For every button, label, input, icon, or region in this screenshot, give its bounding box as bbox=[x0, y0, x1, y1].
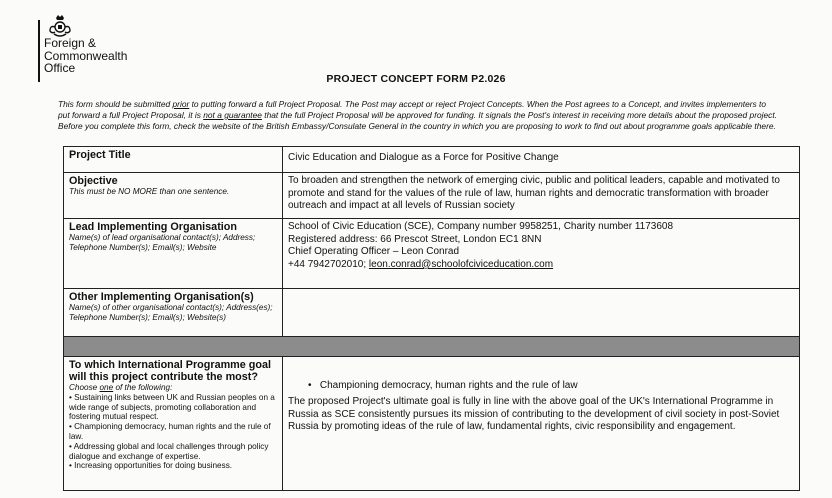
objective-label-cell bbox=[64, 173, 283, 219]
other-org-note: Name(s) of other organisational contact(s); Address(es); Telephone Number(s); Email(s); Website(s) bbox=[69, 303, 273, 322]
goal-choose-note: Choose one of the following: bbox=[69, 383, 173, 392]
concept-form-table bbox=[63, 146, 800, 491]
project-title-label-cell bbox=[64, 147, 283, 173]
goal-label-cell bbox=[64, 357, 283, 491]
intro-paragraph: This form should be submitted prior to putting forward a full Project Proposal. The Post may accept or reject Project Concepts. When the Post agrees to a Concept, and invites implementers to put forward a full Project Proposal, it is not a guarantee that the full Project Proposal will be approved for funding. It signals the Post's interest in receiving more details about the proposed project. Before you complete this form, check the website of the British Embassy/Consulate General in the country in which you are proposing to work to find out about programme goals applicable there. bbox=[58, 99, 778, 131]
selected-goal: • Championing democracy, human rights and the rule of law bbox=[308, 380, 578, 391]
goal-option: • Increasing opportunities for doing business. bbox=[69, 461, 233, 471]
goal-option: • Sustaining links between UK and Russian peoples on a wide range of subjects, promoting collaboration and fostering mutual respect. bbox=[69, 392, 275, 422]
lead-org-label: Lead Implementing Organisation bbox=[69, 221, 237, 233]
objective-value[interactable]: To broaden and strengthen the network of emerging civic, public and political leaders, capable and motivated to promote and stand for the values of the rule of law, human rights and democratic transformation with broader outreach and impact at all levels of Russian society bbox=[283, 173, 800, 219]
goal-label: To which International Programme goal will this project contribute the most? bbox=[69, 359, 271, 383]
lead-org-line3: Chief Operating Officer – Leon Conrad bbox=[288, 246, 460, 258]
objective-label: Objective bbox=[69, 175, 118, 187]
logo-text: Foreign & Commonwealth Office bbox=[44, 36, 128, 75]
lead-org-line1: School of Civic Education (SCE), Company number 9958251, Charity number 1173608 bbox=[288, 221, 674, 232]
lead-org-contact: +44 7942702010; leon.conrad@schoolofciviceducation.com bbox=[288, 258, 554, 270]
goal-option: • Addressing global and local challenges through policy dialogue and exchange of expertise. bbox=[69, 441, 269, 461]
other-org-label-cell bbox=[64, 289, 283, 337]
other-org-label: Other Implementing Organisation(s) bbox=[69, 291, 254, 303]
project-title-label: Project Title bbox=[69, 149, 131, 161]
shaded-separator bbox=[64, 337, 800, 357]
lead-org-value[interactable] bbox=[283, 219, 800, 289]
objective-note: This must be NO MORE than one sentence. bbox=[69, 187, 230, 196]
lead-org-note: Name(s) of lead organisational contact(s); Address; Telephone Number(s); Email(s); Website bbox=[69, 233, 256, 252]
goal-explanation: The proposed Project's ultimate goal is fully in line with the above goal of the UK's International Programme in Russia as SCE consistently pursues its mission of contributing to the development of civil society in post-Soviet Russia by promoting ideas of the rule of law, fundamental rights, civic responsibility and engagement. bbox=[288, 396, 780, 433]
lead-org-line2: Registered address: 66 Prescot Street, London EC1 8NN bbox=[288, 233, 542, 245]
goal-value[interactable] bbox=[283, 357, 800, 491]
goal-option: • Championing democracy, human rights and the rule of law. bbox=[69, 422, 271, 441]
row-objective bbox=[64, 173, 800, 219]
other-org-value[interactable] bbox=[283, 289, 800, 337]
row-lead-org bbox=[64, 219, 800, 289]
email-link[interactable]: leon.conrad@schoolofciviceducation.com bbox=[368, 258, 554, 270]
row-project-title bbox=[64, 147, 800, 173]
shaded-separator-row bbox=[64, 337, 800, 357]
row-programme-goal bbox=[64, 357, 800, 491]
lead-org-label-cell bbox=[64, 219, 283, 289]
row-other-org bbox=[64, 289, 800, 337]
project-title-value[interactable]: Civic Education and Dialogue as a Force for Positive Change bbox=[283, 147, 800, 173]
form-title: PROJECT CONCEPT FORM P2.026 bbox=[326, 73, 506, 85]
goal-options-list bbox=[69, 393, 277, 471]
